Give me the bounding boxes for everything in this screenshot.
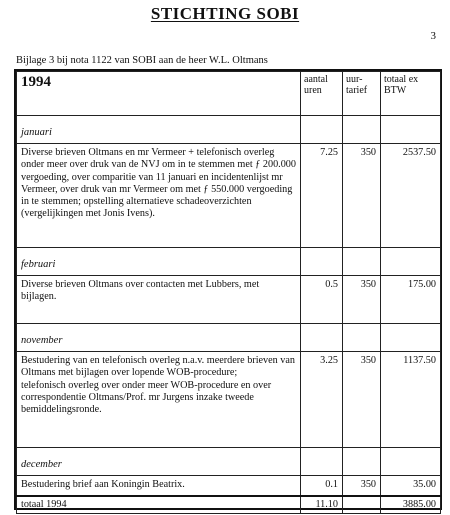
empty-cell — [381, 324, 441, 352]
total-label: totaal 1994 — [17, 496, 301, 514]
empty-cell — [301, 448, 343, 476]
rate-column-header: uur-tarief — [343, 72, 381, 116]
empty-cell — [343, 496, 381, 514]
table-header-row — [17, 72, 441, 116]
month-row-december — [17, 448, 441, 476]
table-row — [17, 476, 441, 496]
entry-description: Bestudering brief aan Koningin Beatrix. — [17, 476, 301, 496]
entry-hours: 3.25 — [301, 352, 343, 448]
invoice-table — [16, 71, 441, 514]
month-label: november — [17, 324, 301, 352]
table-row — [17, 276, 441, 324]
entry-total: 35.00 — [381, 476, 441, 496]
empty-cell — [301, 324, 343, 352]
invoice-table-frame — [14, 69, 442, 510]
empty-cell — [343, 448, 381, 476]
empty-cell — [381, 448, 441, 476]
total-row — [17, 496, 441, 514]
empty-cell — [343, 116, 381, 144]
entry-total: 175.00 — [381, 276, 441, 324]
month-row-februari — [17, 248, 441, 276]
month-row-november — [17, 324, 441, 352]
entry-description: Diverse brieven Oltmans over contacten met Lubbers, met bijlagen. — [17, 276, 301, 324]
total-hours: 11.10 — [301, 496, 343, 514]
entry-hours: 0.5 — [301, 276, 343, 324]
annex-line: Bijlage 3 bij nota 1122 van SOBI aan de heer W.L. Oltmans — [16, 55, 268, 66]
entry-rate: 350 — [343, 144, 381, 248]
month-label: februari — [17, 248, 301, 276]
empty-cell — [301, 116, 343, 144]
entry-rate: 350 — [343, 352, 381, 448]
table-row — [17, 352, 441, 448]
empty-cell — [381, 248, 441, 276]
hours-column-header: aantal uren — [301, 72, 343, 116]
empty-cell — [343, 248, 381, 276]
month-label: januari — [17, 116, 301, 144]
total-amount: 3885.00 — [381, 496, 441, 514]
document-title: STICHTING SOBI — [150, 4, 300, 23]
entry-hours: 0.1 — [301, 476, 343, 496]
empty-cell — [301, 248, 343, 276]
entry-hours: 7.25 — [301, 144, 343, 248]
month-row-januari — [17, 116, 441, 144]
entry-rate: 350 — [343, 476, 381, 496]
total-column-header: totaal ex BTW — [381, 72, 441, 116]
entry-description: Diverse brieven Oltmans en mr Vermeer + telefonisch overleg onder meer over druk van de NVJ om in te stemmen met ƒ 200.000 vergoeding, over comparitie van 11 januari en incidentenlijst mr Vermeer, over druk van mr Vermeer om met ƒ 550.000 vergoeding in te stemmen; opstelling alternatieve schadeoverzichten (vergelijkingen met Jonis Ivens). — [17, 144, 301, 248]
year-heading: 1994 — [17, 72, 301, 116]
empty-cell — [343, 324, 381, 352]
entry-total: 2537.50 — [381, 144, 441, 248]
page-number: 3 — [430, 30, 436, 42]
entry-rate: 350 — [343, 276, 381, 324]
table-row — [17, 144, 441, 248]
month-label: december — [17, 448, 301, 476]
entry-description: Bestudering van en telefonisch overleg n.a.v. meerdere brieven van Oltmans met bijlagen over lopende WOB-procedure; telefonisch overleg over onder meer WOB-procedure en over correspondentie Oltmans/Prof. mr Jurgens inzake tweede bemiddelingsronde. — [17, 352, 301, 448]
empty-cell — [381, 116, 441, 144]
entry-total: 1137.50 — [381, 352, 441, 448]
